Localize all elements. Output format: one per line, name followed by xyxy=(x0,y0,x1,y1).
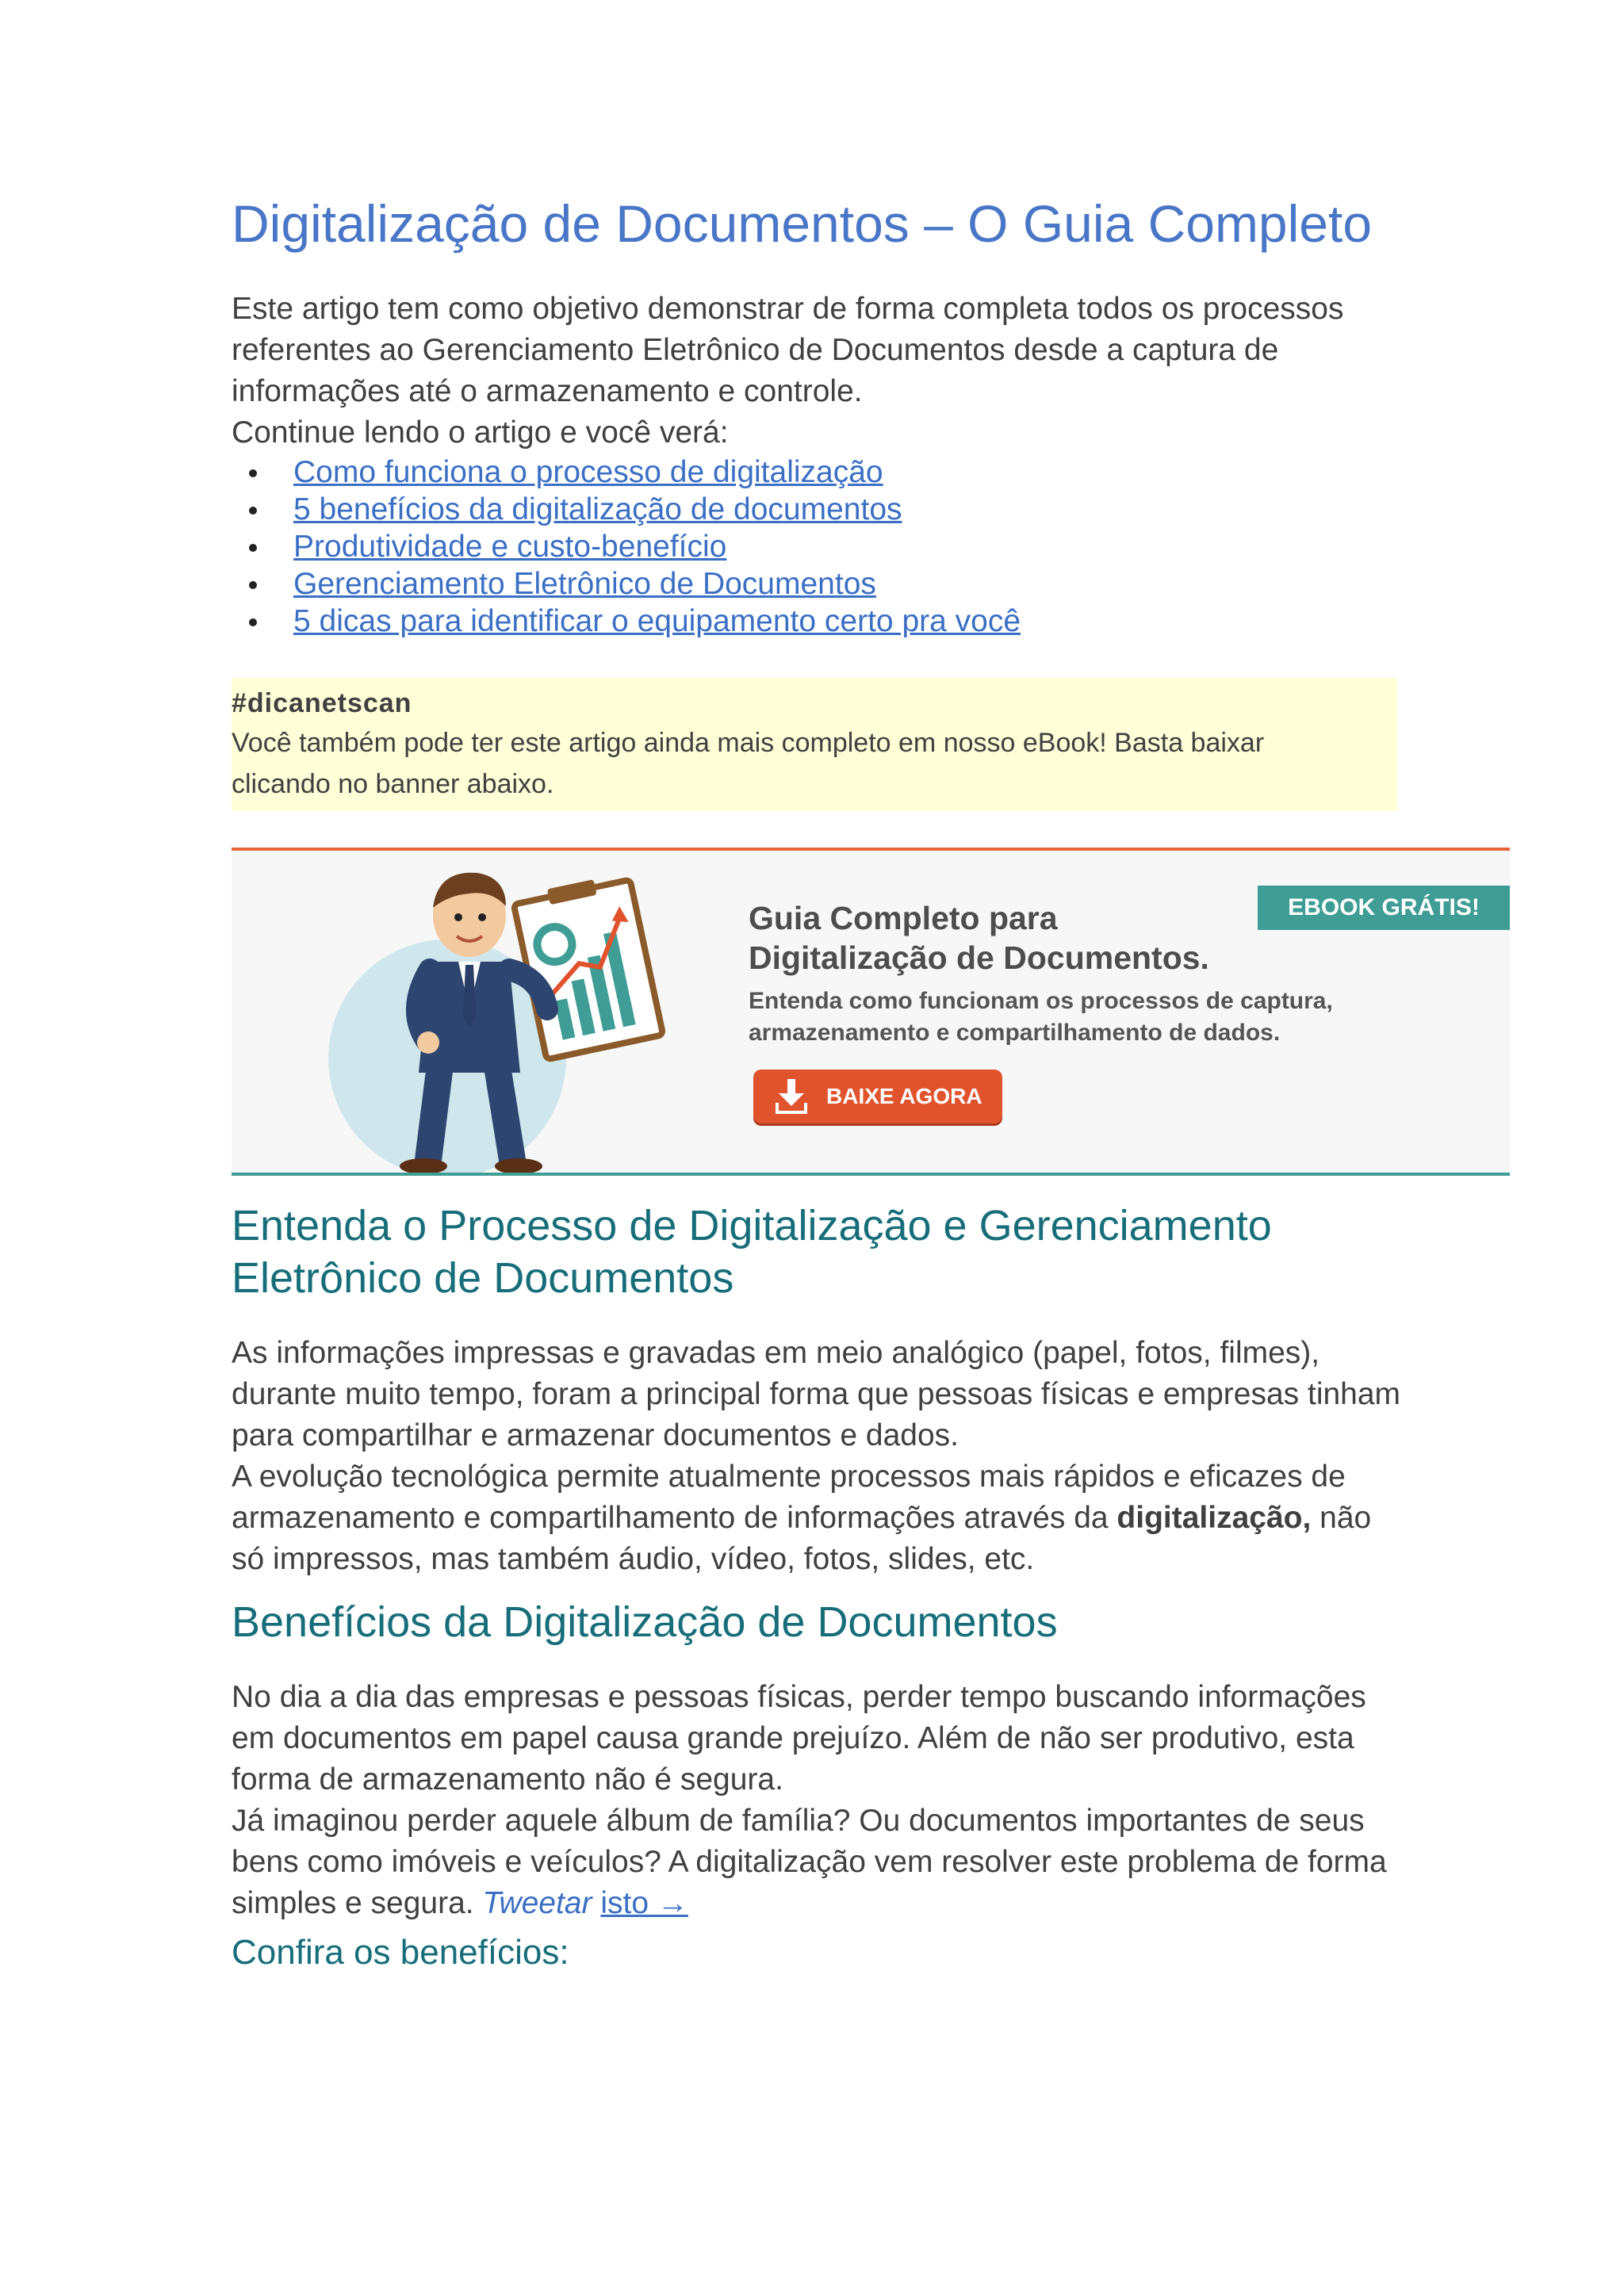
banner-title-line: Guia Completo para xyxy=(749,900,1058,936)
section1-p2-text: A evolução tecnológica permite atualmente processos mais rápidos e eficazes de armazenamento e compartilhamento de informações através da xyxy=(232,1460,1346,1535)
tip-box xyxy=(232,678,1397,811)
isto-link[interactable]: isto → xyxy=(600,1886,688,1920)
section2-paragraph-2 xyxy=(232,1800,1405,1924)
toc-item xyxy=(232,491,1516,528)
toc-item xyxy=(232,453,1516,491)
toc-item xyxy=(232,603,1516,640)
tweetar-link[interactable]: Tweetar xyxy=(482,1886,592,1920)
continue-text: Continue lendo o artigo e você verá: xyxy=(232,415,729,450)
bullet-icon xyxy=(249,469,257,477)
toc-link-dicas[interactable]: 5 dicas para identificar o equipamento certo pra você xyxy=(293,604,1021,638)
tip-hashtag: #dicanetscan xyxy=(232,688,412,718)
toc-link-produtividade[interactable]: Produtividade e custo-benefício xyxy=(293,530,727,564)
section1-paragraph-1: As informações impressas e gravadas em meio analógico (papel, fotos, filmes), durante muito tempo, foram a principal forma que pessoas físicas e empresas tinham para compartilhar e armazenar documentos e dados. xyxy=(232,1336,1401,1452)
bullet-icon xyxy=(249,618,257,626)
baixe-agora-button[interactable] xyxy=(753,1070,1002,1123)
tip-text: Você também pode ter este artigo ainda mais completo em nosso eBook! Basta baixar clicando no banner abaixo. xyxy=(232,728,1265,799)
section2-paragraph-1: No dia a dia das empresas e pessoas físicas, perder tempo buscando informações em documentos em papel causa grande prejuízo. Além de não ser produtivo, esta forma de armazenamento não é segura. xyxy=(232,1680,1366,1797)
toc-item xyxy=(232,565,1516,603)
confira-beneficios-heading: Confira os benefícios: xyxy=(232,1933,569,1972)
article xyxy=(232,190,1516,1975)
table-of-contents xyxy=(232,453,1516,640)
ebook-gratis-badge: EBOOK GRÁTIS! xyxy=(1258,886,1510,930)
section1-p2-text-end: não só impressos, mas também áudio, vídeo, fotos, slides, etc. xyxy=(232,1501,1372,1576)
toc-link-ged[interactable]: Gerenciamento Eletrônico de Documentos xyxy=(293,567,876,601)
bullet-icon xyxy=(249,544,257,552)
toc-link-processo[interactable]: Como funciona o processo de digitalização xyxy=(293,455,883,489)
banner-subtitle xyxy=(749,985,1351,1049)
section2-p2-text: Já imaginou perder aquele álbum de família? Ou documentos importantes de seus bens como imóveis e veículos? A digitalização vem resolver este problema de forma simples e segura. xyxy=(232,1804,1387,1920)
banner-title-line: Digitalização de Documentos. xyxy=(749,939,1209,976)
banner-subtitle-line: Entenda como funcionam os processos de captura, xyxy=(749,988,1333,1014)
banner-subtitle-line: armazenamento e compartilhamento de dados. xyxy=(749,1020,1281,1046)
article-title: Digitalização de Documentos – O Guia Completo xyxy=(232,194,1373,253)
digitalizacao-bold: digitalização, xyxy=(1116,1501,1312,1535)
toc-link-beneficios[interactable]: 5 benefícios da digitalização de documentos xyxy=(293,492,902,526)
download-icon xyxy=(776,1079,807,1114)
section1-paragraph-2 xyxy=(232,1456,1405,1580)
banner-title xyxy=(749,898,1304,978)
section-heading-beneficios: Benefícios da Digitalização de Documentos xyxy=(232,1598,1058,1646)
businessman-illustration-icon xyxy=(350,859,699,1173)
ebook-banner[interactable] xyxy=(232,848,1510,1176)
bullet-icon xyxy=(249,507,257,515)
intro-paragraph: Este artigo tem como objetivo demonstrar de forma completa todos os processos referentes ao Gerenciamento Eletrônico de Documentos desde a captura de informações até o armazenamento e controle. xyxy=(232,292,1344,408)
bullet-icon xyxy=(249,581,257,589)
toc-item xyxy=(232,528,1516,565)
section-heading-processo: Entenda o Processo de Digitalização e Gerenciamento Eletrônico de Documentos xyxy=(232,1202,1272,1302)
baixe-agora-label: BAIXE AGORA xyxy=(826,1084,982,1108)
